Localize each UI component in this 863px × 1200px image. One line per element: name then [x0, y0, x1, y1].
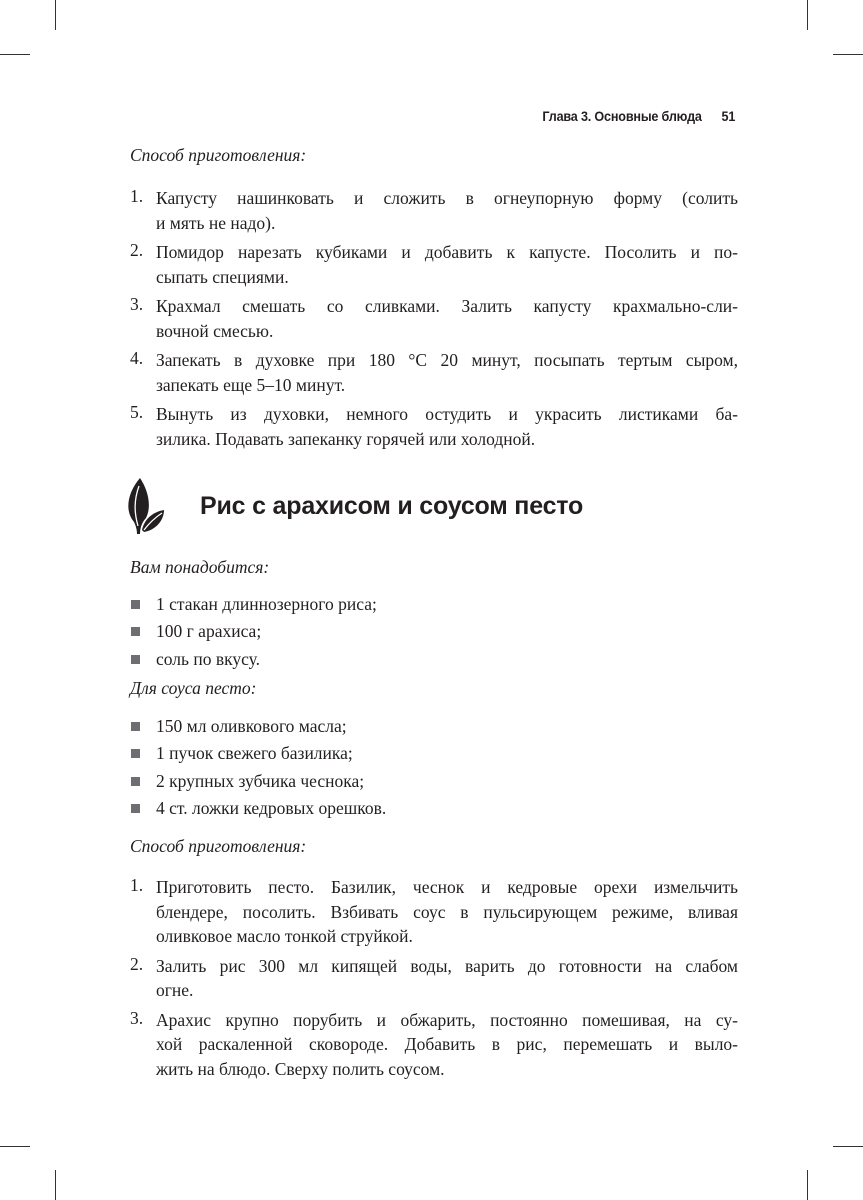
ingredient-item — [130, 618, 738, 645]
step-text-line: огне. — [156, 980, 194, 1000]
step-text-line: Помидор нарезать кубиками и добавить к капусте. Посолить и по- — [156, 242, 738, 262]
step-text-line: оливковое масло тонкой струйкой. — [156, 926, 413, 946]
step-text-line: Приготовить песто. Базилик, чеснок и кедровые орехи измельчить — [156, 877, 738, 897]
step-item — [130, 348, 738, 397]
step-item — [130, 1008, 738, 1082]
running-header — [542, 108, 735, 124]
page-number: 51 — [721, 108, 735, 124]
ingredient-text: 2 крупных зубчика чеснока; — [156, 770, 365, 791]
prev-method-steps — [130, 186, 738, 451]
crop-mark — [0, 54, 30, 55]
ingredient-text: 1 стакан длиннозерного риса; — [156, 594, 377, 614]
ingredient-item — [130, 591, 738, 618]
leaf-icon — [126, 476, 166, 534]
step-number: 3. — [130, 294, 144, 314]
step-text-line: вочной смесью. — [156, 320, 274, 341]
crop-mark — [0, 1146, 30, 1147]
step-item — [130, 240, 738, 289]
method-label: Способ приготовления: — [130, 836, 307, 856]
sauce-label: Для соуса песто: — [130, 678, 257, 698]
ingredient-text: 4 ст. ложки кедровых орешков. — [156, 797, 387, 818]
step-number: 1. — [130, 875, 144, 895]
step-text-line: Запекать в духовке при 180 °С 20 минут, посыпать тертым сыром, — [156, 350, 738, 370]
ingredient-text: соль по вкусу. — [156, 648, 261, 669]
square-bullet-icon — [131, 627, 140, 636]
chapter-title: Глава 3. Основные блюда — [542, 108, 702, 124]
crop-mark — [807, 0, 808, 30]
step-item — [130, 402, 738, 451]
step-text-line: блендере, посолить. Взбивать соус в пульсирующем режиме, вливая — [156, 901, 738, 922]
step-text-line: запекать еще 5–10 минут. — [156, 374, 346, 395]
square-bullet-icon — [131, 722, 140, 731]
square-bullet-icon — [131, 655, 140, 664]
step-text-line: Капусту нашинковать и сложить в огнеупорную форму (солить — [156, 188, 738, 208]
step-text-line: Вынуть из духовки, немного остудить и украсить листиками ба- — [156, 404, 738, 424]
recipe-title: Рис с арахисом и соусом песто — [200, 492, 584, 520]
square-bullet-icon — [131, 749, 140, 758]
step-number: 4. — [130, 348, 144, 368]
step-text-line: Залить рис 300 мл кипящей воды, варить до готовности на слабом — [156, 955, 738, 976]
step-item — [130, 875, 738, 949]
step-item — [130, 294, 738, 343]
square-bullet-icon — [131, 777, 140, 786]
crop-mark — [833, 54, 863, 55]
step-number: 5. — [130, 402, 144, 422]
ingredient-item — [130, 795, 738, 822]
step-item — [130, 954, 738, 1003]
step-text-line: и мять не надо). — [156, 212, 276, 233]
step-number: 2. — [130, 240, 144, 260]
step-number: 2. — [130, 953, 144, 974]
step-text-line: жить на блюдо. Сверху полить соусом. — [156, 1058, 445, 1079]
step-number: 3. — [130, 1007, 144, 1028]
crop-mark — [833, 1146, 863, 1147]
ingredients-list — [130, 591, 738, 673]
ingredient-item — [130, 768, 738, 795]
square-bullet-icon — [131, 600, 140, 609]
sauce-ingredients-list — [130, 713, 738, 822]
crop-mark — [55, 0, 56, 30]
method-label: Способ приготовления: — [130, 145, 307, 165]
step-number: 1. — [130, 186, 144, 206]
square-bullet-icon — [131, 804, 140, 813]
ingredient-text: 100 г арахиса; — [156, 621, 262, 642]
ingredient-text: 150 мл оливкового масла; — [156, 716, 347, 736]
ingredient-item — [130, 713, 738, 740]
step-text-line: хой раскаленной сковороде. Добавить в рис, перемешать и выло- — [156, 1034, 738, 1054]
crop-mark — [807, 1170, 808, 1200]
ingredient-text: 1 пучок свежего базилика; — [156, 743, 353, 764]
step-text-line: Арахис крупно порубить и обжарить, постоянно помешивая, на су- — [156, 1009, 738, 1030]
step-text-line: сыпать специями. — [156, 266, 289, 287]
ingredient-item — [130, 646, 738, 673]
step-item — [130, 186, 738, 235]
method-steps — [130, 875, 738, 1081]
crop-mark — [55, 1170, 56, 1200]
ingredients-label: Вам понадобится: — [130, 557, 270, 577]
ingredient-item — [130, 740, 738, 767]
step-text-line: Крахмал смешать со сливками. Залить капусту крахмально-сли- — [156, 296, 738, 316]
step-text-line: зилика. Подавать запеканку горячей или холодной. — [156, 428, 536, 449]
